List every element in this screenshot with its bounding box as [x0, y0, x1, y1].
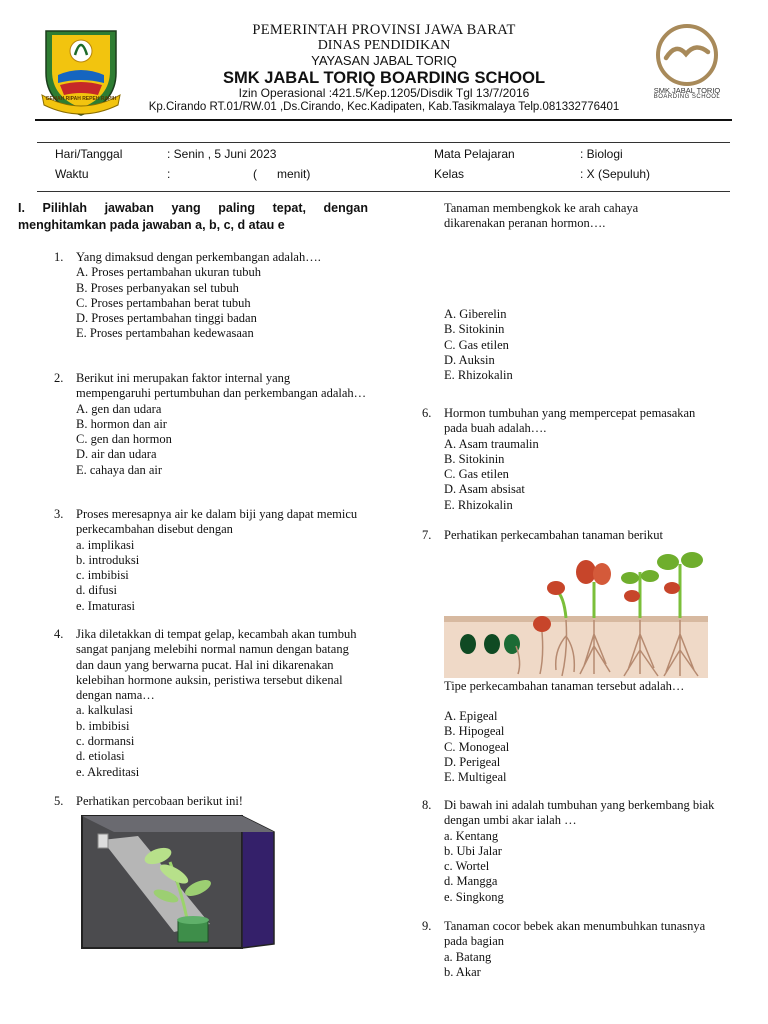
- question-text: Yang dimaksud dengan perkembangan adalah….: [76, 250, 321, 264]
- answer-option[interactable]: B. Hipogeal: [444, 724, 505, 739]
- header-department: DINAS PENDIDIKAN: [317, 38, 451, 53]
- subject-label: Mata Pelajaran: [434, 147, 515, 161]
- answer-option[interactable]: d. etiolasi: [76, 749, 125, 764]
- q5-options: [444, 307, 694, 383]
- answer-option[interactable]: b. imbibisi: [76, 718, 130, 733]
- time-colon: :: [167, 167, 171, 181]
- question-number: 3.: [54, 507, 64, 521]
- germination-stages-image: [444, 546, 708, 678]
- header-divider: [35, 119, 732, 121]
- answer-option[interactable]: D. Auksin: [444, 352, 495, 367]
- day-value: : Senin , 5 Juni 2023: [167, 147, 277, 161]
- answer-option[interactable]: d. Mangga: [444, 874, 498, 889]
- answer-option[interactable]: C. Monogeal: [444, 739, 510, 754]
- answer-option[interactable]: c. imbibisi: [76, 568, 129, 583]
- question-number: 5.: [54, 794, 64, 808]
- answer-option[interactable]: C. Proses pertambahan berat tubuh: [76, 295, 251, 310]
- question-number: 4.: [54, 627, 64, 641]
- question-number: 7.: [422, 528, 432, 542]
- question-number: 1.: [54, 250, 64, 264]
- answer-option[interactable]: e. Akreditasi: [76, 764, 140, 779]
- answer-option[interactable]: E. Rhizokalin: [444, 497, 513, 512]
- subject-value: : Biologi: [580, 147, 623, 161]
- question-text: Proses meresapnya air ke dalam biji yang dapat memicu perkecambahan disebut dengan: [76, 507, 358, 537]
- answer-option[interactable]: C. gen dan hormon: [76, 432, 172, 447]
- q7-options: [444, 709, 694, 785]
- answer-option[interactable]: A. Asam traumalin: [444, 436, 539, 451]
- question-text: Perhatikan percobaan berikut ini!: [76, 794, 243, 808]
- answer-option[interactable]: D. air dan udara: [76, 447, 157, 462]
- answer-option[interactable]: c. Wortel: [444, 859, 490, 874]
- answer-option[interactable]: E. Multigeal: [444, 770, 507, 785]
- answer-option[interactable]: e. Singkong: [444, 889, 504, 904]
- answer-option[interactable]: B. Sitokinin: [444, 451, 505, 466]
- answer-option[interactable]: E. Rhizokalin: [444, 368, 513, 383]
- answer-option[interactable]: D. Proses pertambahan tinggi badan: [76, 311, 257, 326]
- class-label: Kelas: [434, 167, 465, 181]
- header-school-name: SMK JABAL TORIQ BOARDING SCHOOL: [222, 69, 546, 87]
- q7-question-text: Tipe perkecambahan tanaman tersebut adalah…: [444, 679, 685, 693]
- answer-option[interactable]: b. Ubi Jalar: [444, 843, 502, 858]
- answer-option[interactable]: b. Akar: [444, 964, 481, 979]
- instructions: I. Pilihlah jawaban yang paling tepat, dengan menghitamkan pada jawaban a, b, c, d atau e: [18, 201, 368, 232]
- answer-option[interactable]: A. Proses pertambahan ukuran tubuh: [76, 265, 262, 280]
- answer-option[interactable]: D. Perigeal: [444, 754, 501, 769]
- time-label: Waktu: [55, 167, 89, 181]
- school-logo-name: SMK JABAL TORIQ: [653, 86, 721, 95]
- header-government: PEMERINTAH PROVINSI JAWA BARAT: [252, 22, 516, 38]
- answer-option[interactable]: a. implikasi: [76, 537, 135, 552]
- phototropism-experiment-image: [78, 812, 278, 952]
- question-text: Perhatikan perkecambahan tanaman berikut: [444, 528, 664, 542]
- answer-option[interactable]: A. Giberelin: [444, 307, 507, 321]
- seed-stage: [460, 634, 520, 654]
- question-text: Berikut ini merupakan faktor internal yang mempengaruhi pertumbuhan dan perkembangan adalah…: [76, 371, 367, 401]
- question-text: Di bawah ini adalah tumbuhan yang berkembang biak dengan umbi akar ialah …: [444, 798, 715, 828]
- question-number: 6.: [422, 406, 432, 420]
- answer-option[interactable]: a. Kentang: [444, 828, 499, 843]
- answer-option[interactable]: E. Proses pertambahan kedewasaan: [76, 326, 254, 341]
- answer-option[interactable]: a. kalkulasi: [76, 703, 133, 718]
- answer-option[interactable]: d. difusi: [76, 583, 117, 598]
- q5-question-text: Tanaman membengkok ke arah cahaya dikarenakan peranan hormon….: [444, 201, 639, 231]
- answer-option[interactable]: e. Imaturasi: [76, 598, 136, 613]
- question-number: 8.: [422, 798, 432, 812]
- answer-option[interactable]: A. gen dan udara: [76, 401, 162, 416]
- school-logo-subtitle: BOARDING SCHOOL: [653, 94, 721, 100]
- answer-option[interactable]: a. Batang: [444, 949, 492, 964]
- question-text: Hormon tumbuhan yang mempercepat pemasakan pada buah adalah….: [444, 406, 696, 436]
- answer-option[interactable]: D. Asam absisat: [444, 482, 525, 497]
- class-value: : X (Sepuluh): [580, 167, 651, 181]
- answer-option[interactable]: C. Gas etilen: [444, 467, 509, 482]
- day-label: Hari/Tanggal: [55, 147, 123, 161]
- answer-option[interactable]: E. cahaya dan air: [76, 462, 163, 477]
- header-address: Kp.Cirando RT.01/RW.01 ,Ds.Cirando, Kec.Kadipaten, Kab.Tasikmalaya Telp.081332776401: [148, 101, 620, 113]
- question-text: Jika diletakkan di tempat gelap, kecambah akan tumbuh sangat panjang melebihi normal namun dengan batang dan daun yang berwarna pucat. Hal ini dikarenakan kelebihan hormone auksin, peristiwa tersebut dikenal dengan nama…: [76, 627, 357, 703]
- time-value: ( menit): [253, 167, 311, 181]
- header-foundation: YAYASAN JABAL TORIQ: [311, 53, 457, 68]
- question-number: 9.: [422, 919, 432, 933]
- province-logo-motto: GEMAH RIPAH REPEH RAPIH: [45, 96, 117, 102]
- header-permit: Izin Operasional :421.5/Kep.1205/Disdik Tgl 13/7/2016: [238, 86, 530, 100]
- answer-option[interactable]: C. Gas etilen: [444, 337, 509, 352]
- answer-option[interactable]: b. introduksi: [76, 552, 140, 567]
- answer-option[interactable]: B. hormon dan air: [76, 416, 167, 431]
- question-text: Tanaman cocor bebek akan menumbuhkan tunasnya pada bagian: [444, 919, 706, 949]
- answer-option[interactable]: c. dormansi: [76, 734, 135, 749]
- answer-option[interactable]: B. Sitokinin: [444, 322, 505, 337]
- question-number: 2.: [54, 371, 64, 385]
- answer-option[interactable]: A. Epigeal: [444, 709, 498, 723]
- answer-option[interactable]: B. Proses perbanyakan sel tubuh: [76, 280, 239, 295]
